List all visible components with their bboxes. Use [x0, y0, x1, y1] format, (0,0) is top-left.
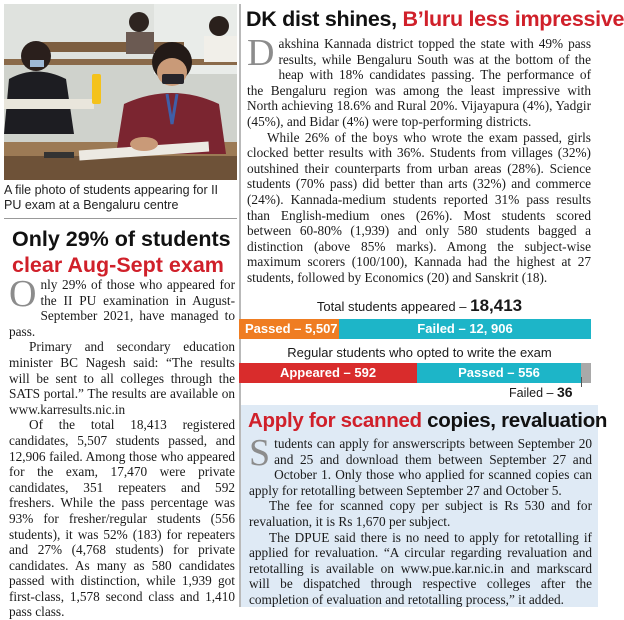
box-para-3: The DPUE said there is no need to apply for retotalling if applied for revaluation. “A circular regarding revaluation and retotalling is available on www.pue.kar.nic.in and markscard will be dispatched through respective colleges after the completion of evaluation and retotalling process,” it added.: [249, 529, 592, 607]
regular-failed-value: 36: [556, 384, 573, 400]
photo-caption: A file photo of students appearing for II PU exam at a Bengaluru centre: [4, 183, 219, 212]
right-story-body: [247, 32, 591, 286]
total-students: [239, 296, 600, 316]
left-headline-line1: Only 29% of students: [12, 227, 231, 251]
drop-cap: D: [247, 32, 275, 74]
passed-bar: [239, 319, 339, 339]
appeared-bar: [239, 363, 417, 383]
appeared-value: 592: [354, 365, 377, 380]
right-headline-part2: B’luru less impressive: [402, 7, 624, 31]
passed-label: Passed –: [245, 321, 305, 336]
left-para-3: Of the total 18,413 registered candidates, 5,507 students passed, and 12,906 failed. Among those who appeared for the exam, 17,470 were private candidates, 351 repeaters and 592 freshers. While the pass percentage was 93% for fresher/regular students (556 students), it was 52% (183) for repeaters and 27% (4,768 students) for private candidates. As many as 580 candidates passed with distinction, while 1,939 got first-class, 1,578 second class and 1,410 pass class.: [9, 417, 235, 620]
box-para-1-text: tudents can apply for answerscripts between September 20 and 25 and download them between September 27 and October 1. Only those who applied for scanned copies can apply for retotalling between September 27 and October 5.: [249, 436, 592, 498]
regular-students-label: Regular students who opted to write the exam: [287, 345, 552, 360]
box-para-2: The fee for scanned copy per subject is Rs 530 and for revaluation, it is Rs 1,670 per subject.: [249, 498, 592, 529]
left-para-1-text: nly 29% of those who appeared for the II PU examination in August-September 2021, have managed to pass.: [9, 277, 235, 339]
failed-bar: [339, 319, 591, 339]
left-para-1: [9, 273, 235, 339]
box-headline-red: Apply for scanned: [248, 409, 422, 432]
passed-value: 5,507: [305, 321, 338, 336]
left-para-2: Primary and secondary education minister BC Nagesh said: “The results will be sent to all colleges through the SATS portal.” The results are available on www.karresults.nic.in: [9, 339, 235, 417]
regular-failed: [509, 384, 573, 400]
exam-photo: [4, 4, 237, 180]
left-headline: [12, 226, 237, 278]
regular-failed-label: Failed –: [509, 386, 557, 400]
drop-cap: O: [9, 273, 37, 315]
stats-graphic: [239, 293, 600, 405]
box-headline-black: copies, revaluation: [421, 409, 608, 432]
drop-cap: S: [249, 432, 271, 474]
regular-passed-bar: [417, 363, 581, 383]
left-story-body: [9, 273, 235, 620]
left-headline-line2: clear Aug-Sept exam: [12, 253, 224, 277]
regular-passed-label: Passed –: [458, 365, 519, 380]
appeared-label: Appeared –: [279, 365, 355, 380]
failed-value: 12, 906: [469, 321, 513, 336]
box-headline: [248, 408, 607, 434]
right-headline: [246, 5, 624, 33]
right-para-2: While 26% of the boys who wrote the exam passed, girls clocked better results with 36%. Students from villages (32%) outshined their counterparts from urban areas (28%). Science students (70% pass) did better than arts (32%) and commerce (24%). Kannada-medium students reported 31% pass results than English-medium ones (26%). Most students scored between 60-80% (1,939) and only 580 students bagged a distinction (above 85% marks). Among the subject-wise maximum scorers (100/100), Kannada had the highest at 27 students, followed by Economics (20) and Sanskrit (18).: [247, 129, 591, 285]
right-para-1: [247, 32, 591, 130]
right-headline-part1: DK dist shines,: [246, 7, 403, 31]
total-value: 18,413: [470, 296, 523, 315]
box-story-body: [249, 432, 592, 608]
total-label: Total students appeared –: [316, 299, 471, 314]
exam-photo-illustration: [4, 4, 237, 180]
box-para-1: [249, 432, 592, 498]
regular-failed-pointer: [581, 377, 582, 387]
regular-failed-bar: [581, 363, 591, 383]
right-para-1-text: akshina Kannada district topped the state with 49% pass results, while Bengaluru South was at the bottom of the heap with 18% candidates passing. The performance of the Bengaluru region was among the least impressive with North achieving 18.6% and Rural 20%. Vijayapura (4%), Yadgir (45%), and Bidar (4%) were top-performing districts.: [247, 36, 591, 129]
left-divider: [4, 218, 237, 219]
failed-label: Failed –: [417, 321, 470, 336]
regular-passed-value: 556: [518, 365, 540, 380]
